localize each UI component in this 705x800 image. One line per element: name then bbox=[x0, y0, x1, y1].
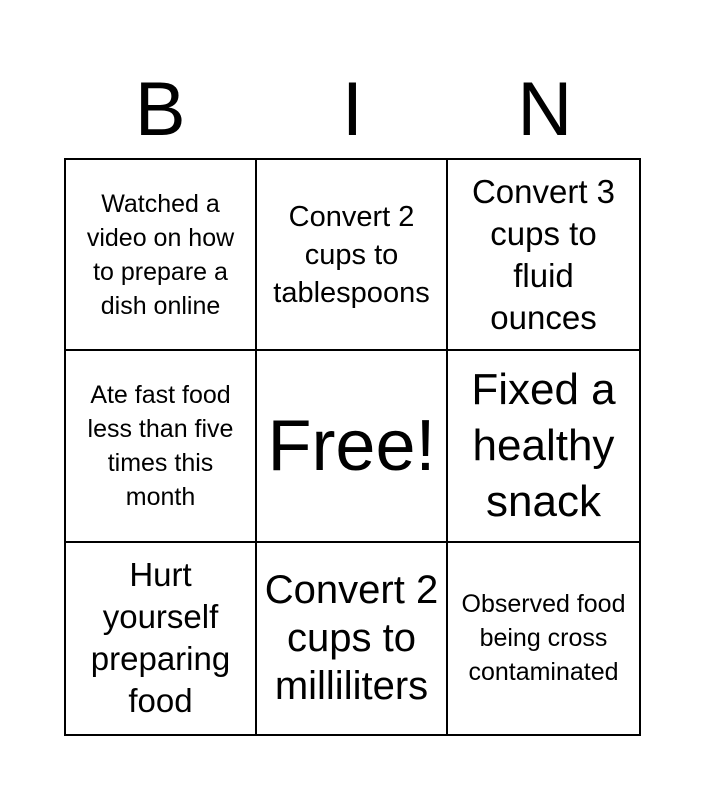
bingo-cell-text: Watched a video on how to prepare a dish online bbox=[86, 189, 235, 320]
bingo-cell-r1c1[interactable] bbox=[66, 160, 257, 351]
bingo-cell-r1c3[interactable] bbox=[448, 160, 639, 351]
bingo-cell-text: Convert 2 cups to milliliters bbox=[264, 568, 439, 709]
bingo-cell-r2c3[interactable] bbox=[448, 351, 639, 542]
bingo-header bbox=[64, 67, 641, 152]
bingo-cell-r3c3[interactable] bbox=[448, 543, 639, 734]
bingo-cell-r3c2[interactable] bbox=[257, 543, 448, 734]
bingo-cell-text: Observed food being cross contaminated bbox=[461, 590, 626, 687]
bingo-card-grid bbox=[64, 158, 641, 736]
bingo-cell-text: Convert 2 cups to tablespoons bbox=[273, 200, 430, 309]
free-space-label: Free! bbox=[267, 405, 436, 486]
bingo-cell-r3c1[interactable] bbox=[66, 543, 257, 734]
header-letter-i: I bbox=[341, 67, 364, 152]
header-letter-b: B bbox=[134, 67, 186, 152]
bingo-cell-r2c1[interactable] bbox=[66, 351, 257, 542]
bingo-cell-text: Convert 3 cups to fluid ounces bbox=[471, 172, 616, 336]
bingo-cell-text: Ate fast food less than five times this month bbox=[87, 380, 234, 511]
bingo-cell-free[interactable] bbox=[257, 351, 448, 542]
bingo-cell-text: Fixed a healthy snack bbox=[471, 364, 616, 526]
header-letter-n: N bbox=[517, 67, 573, 152]
bingo-cell-r1c2[interactable] bbox=[257, 160, 448, 351]
bingo-cell-text: Hurt yourself preparing food bbox=[90, 556, 231, 720]
